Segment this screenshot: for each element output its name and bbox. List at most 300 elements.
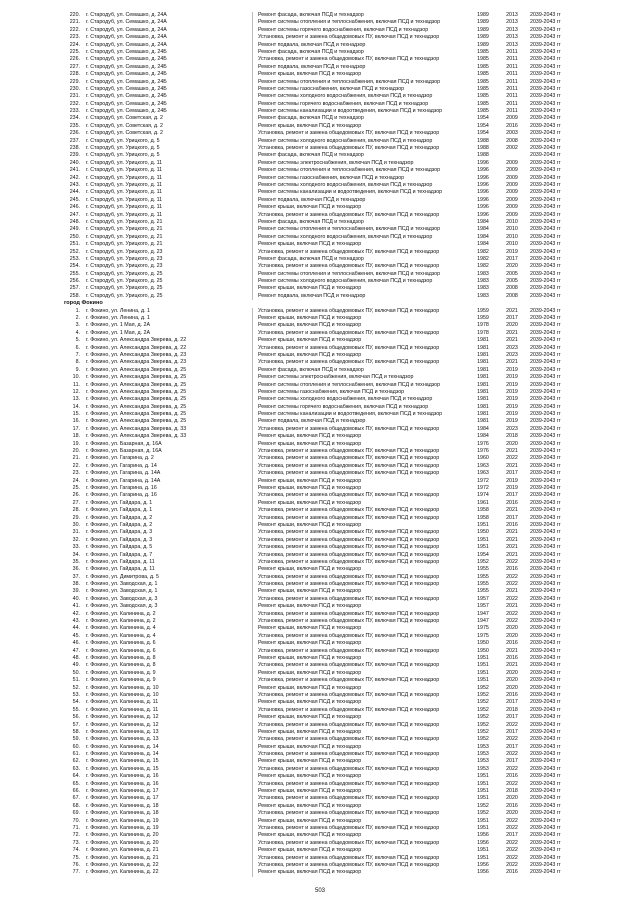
planned-period-cell: 2039-2043 гг bbox=[530, 610, 561, 617]
last-repair-year-cell: 2016 bbox=[506, 691, 518, 698]
address-cell: г. Фокино, ул. Гайдара, д. 11 bbox=[86, 566, 155, 573]
column-divider bbox=[252, 500, 253, 507]
build-year-cell: 1959 bbox=[477, 307, 489, 314]
work-type-cell: Ремонт крыши, включая ПСД и технадзор bbox=[258, 743, 362, 750]
row-number: 227. bbox=[69, 63, 80, 70]
last-repair-year-cell: 2008 bbox=[506, 292, 518, 299]
planned-period-cell: 2039-2043 гг bbox=[530, 521, 561, 528]
address-cell: г. Стародуб, ул. Урицкого, д. 21 bbox=[86, 226, 163, 233]
planned-period-cell: 2039-2043 гг bbox=[530, 736, 561, 743]
build-year-cell: 1952 bbox=[477, 691, 489, 698]
table-row bbox=[62, 285, 582, 292]
table-row bbox=[62, 618, 582, 625]
table-row bbox=[62, 492, 582, 499]
column-divider bbox=[252, 42, 253, 49]
work-type-cell: Ремонт системы холодного водоснабжения, включая ПСД и технадзор bbox=[258, 93, 433, 100]
table-row bbox=[62, 588, 582, 595]
work-type-cell: Ремонт крыши, включая ПСД и технадзор bbox=[258, 521, 362, 528]
planned-period-cell: 2039-2043 гг bbox=[530, 19, 561, 26]
build-year-cell: 1996 bbox=[477, 204, 489, 211]
last-repair-year-cell: 2011 bbox=[506, 100, 518, 107]
last-repair-year-cell: 2021 bbox=[506, 647, 518, 654]
address-cell: г. Стародуб, ул. Урицкого, д. 25 bbox=[86, 292, 163, 299]
last-repair-year-cell: 2018 bbox=[506, 706, 518, 713]
column-divider bbox=[252, 315, 253, 322]
planned-period-cell: 2039-2043 гг bbox=[530, 625, 561, 632]
row-number: 237. bbox=[69, 137, 80, 144]
planned-period-cell: 2039-2043 гг bbox=[530, 181, 561, 188]
address-cell: г. Стародуб, ул. Урицкого, д. 23 bbox=[86, 263, 163, 270]
table-row bbox=[62, 662, 582, 669]
table-row bbox=[62, 79, 582, 86]
work-type-cell: Ремонт крыши, включая ПСД и технадзор bbox=[258, 788, 362, 795]
row-number: 18. bbox=[72, 433, 80, 440]
column-divider bbox=[252, 455, 253, 462]
work-type-cell: Ремонт фасада, включая ПСД и технадзор bbox=[258, 366, 364, 373]
address-cell: г. Фокино, ул. Гагарина, д. 14 bbox=[86, 462, 157, 469]
build-year-cell: 1989 bbox=[477, 26, 489, 33]
table-row bbox=[62, 699, 582, 706]
planned-period-cell: 2039-2043 гг bbox=[530, 152, 561, 159]
last-repair-year-cell: 2021 bbox=[506, 448, 518, 455]
last-repair-year-cell: 2022 bbox=[506, 455, 518, 462]
address-cell: г. Фокино, ул. Калинина, д. 13 bbox=[86, 728, 159, 735]
table-row bbox=[62, 19, 582, 26]
planned-period-cell: 2039-2043 гг bbox=[530, 839, 561, 846]
planned-period-cell: 2039-2043 гг bbox=[530, 854, 561, 861]
address-cell: г. Стародуб, ул. Семашко, д. 24А bbox=[86, 12, 167, 18]
work-type-cell: Ремонт подвала, включая ПСД и технадзор bbox=[258, 196, 366, 203]
work-type-cell: Ремонт крыши, включая ПСД и технадзор bbox=[258, 204, 362, 211]
row-number: 241. bbox=[69, 167, 80, 174]
work-type-cell: Ремонт системы газоснабжения, включая ПСД и технадзор bbox=[258, 388, 405, 395]
row-number: 39. bbox=[72, 588, 80, 595]
last-repair-year-cell: 2019 bbox=[506, 418, 518, 425]
row-number: 25. bbox=[72, 485, 80, 491]
last-repair-year-cell: 2021 bbox=[506, 544, 518, 551]
build-year-cell: 1983 bbox=[477, 285, 489, 292]
address-cell: г. Стародуб, ул. Урицкого, д. 25 bbox=[86, 278, 163, 285]
table-row bbox=[62, 773, 582, 780]
build-year-cell: 1951 bbox=[477, 654, 489, 661]
row-number: 243. bbox=[69, 181, 80, 188]
row-number: 23. bbox=[72, 470, 80, 477]
address-cell: г. Стародуб, ул. Урицкого, д. 11 bbox=[86, 211, 163, 218]
planned-period-cell: 2039-2043 гг bbox=[530, 34, 561, 41]
planned-period-cell: 2039-2043 гг bbox=[530, 492, 561, 499]
row-number: 229. bbox=[69, 78, 80, 85]
last-repair-year-cell: 2021 bbox=[506, 307, 518, 314]
address-cell: г. Фокино, ул. Гайдара, д. 2 bbox=[86, 521, 153, 528]
planned-period-cell: 2039-2043 гг bbox=[530, 71, 561, 78]
column-divider bbox=[252, 492, 253, 499]
work-type-cell: Установка, ремонт и замена общедомовых ПУ, включая ПСД и технадзор bbox=[258, 551, 440, 558]
planned-period-cell: 2039-2043 гг bbox=[530, 100, 561, 107]
address-cell: г. Фокино, ул. Калинина, д. 9 bbox=[86, 669, 156, 676]
column-divider bbox=[252, 86, 253, 93]
table-row bbox=[62, 182, 582, 189]
last-repair-year-cell: 2023 bbox=[506, 344, 518, 351]
table-row bbox=[62, 685, 582, 692]
last-repair-year-cell: 2018 bbox=[506, 433, 518, 440]
address-cell: г. Стародуб, ул. Урицкого, д. 21 bbox=[86, 218, 163, 225]
last-repair-year-cell: 2022 bbox=[506, 581, 518, 588]
address-cell: г. Стародуб, ул. Урицкого, д. 21 bbox=[86, 241, 163, 248]
last-repair-year-cell: 2020 bbox=[506, 677, 518, 684]
section-title-text: город Фокино bbox=[64, 300, 103, 307]
build-year-cell: 1996 bbox=[477, 189, 489, 196]
planned-period-cell: 2039-2043 гг bbox=[530, 684, 561, 691]
row-number: 42. bbox=[72, 610, 80, 617]
last-repair-year-cell: 2016 bbox=[506, 654, 518, 661]
table-row bbox=[62, 138, 582, 145]
address-cell: г. Фокино, ул. Заводская, д. 3 bbox=[86, 595, 158, 602]
table-row bbox=[62, 655, 582, 662]
last-repair-year-cell: 2011 bbox=[506, 85, 518, 92]
build-year-cell: 1976 bbox=[477, 448, 489, 455]
build-year-cell: 1955 bbox=[477, 566, 489, 573]
work-type-cell: Ремонт крыши, включая ПСД и технадзор bbox=[258, 337, 362, 344]
planned-period-cell: 2039-2043 гг bbox=[530, 440, 561, 447]
work-type-cell: Ремонт системы холодного водоснабжения, включая ПСД и технадзор bbox=[258, 278, 433, 285]
row-number: 51. bbox=[72, 677, 80, 684]
last-repair-year-cell: 2021 bbox=[506, 329, 518, 336]
row-number: 72. bbox=[72, 832, 80, 839]
column-divider bbox=[252, 367, 253, 374]
row-number: 62. bbox=[72, 758, 80, 765]
row-number: 10. bbox=[72, 374, 80, 381]
column-divider bbox=[252, 714, 253, 721]
last-repair-year-cell: 2023 bbox=[506, 425, 518, 432]
table-row bbox=[62, 382, 582, 389]
work-type-cell: Установка, ремонт и замена общедомовых ПУ, включая ПСД и технадзор bbox=[258, 558, 440, 565]
table-row bbox=[62, 677, 582, 684]
work-type-cell: Установка, ремонт и замена общедомовых ПУ, включая ПСД и технадзор bbox=[258, 470, 440, 477]
table-row bbox=[62, 781, 582, 788]
address-cell: г. Фокино, ул. Базарная, д. 16А bbox=[86, 440, 162, 447]
column-divider bbox=[252, 773, 253, 780]
planned-period-cell: 2039-2043 гг bbox=[530, 374, 561, 381]
planned-period-cell: 2039-2043 гг bbox=[530, 145, 561, 152]
column-divider bbox=[252, 840, 253, 847]
planned-period-cell: 2039-2043 гг bbox=[530, 78, 561, 85]
column-divider bbox=[252, 130, 253, 137]
column-divider bbox=[252, 736, 253, 743]
last-repair-year-cell: 2019 bbox=[506, 485, 518, 491]
column-divider bbox=[252, 293, 253, 300]
planned-period-cell: 2039-2043 гг bbox=[530, 677, 561, 684]
row-number: 76. bbox=[72, 861, 80, 868]
address-cell: г. Фокино, ул. Калинина, д. 10 bbox=[86, 691, 159, 698]
table-row bbox=[62, 418, 582, 425]
row-number: 13. bbox=[72, 396, 80, 403]
table-row bbox=[62, 108, 582, 115]
build-year-cell: 1956 bbox=[477, 832, 489, 839]
column-divider bbox=[252, 722, 253, 729]
planned-period-cell: 2039-2043 гг bbox=[530, 706, 561, 713]
work-type-cell: Ремонт подвала, включая ПСД и технадзор bbox=[258, 418, 366, 425]
table-row bbox=[62, 293, 582, 300]
last-repair-year-cell: 2022 bbox=[506, 817, 518, 824]
build-year-cell: 1955 bbox=[477, 588, 489, 595]
build-year-cell: 1950 bbox=[477, 529, 489, 536]
work-type-cell: Установка, ремонт и замена общедомовых ПУ, включая ПСД и технадзор bbox=[258, 329, 440, 336]
work-type-cell: Ремонт фасада, включая ПСД и технадзор bbox=[258, 255, 364, 262]
table-row bbox=[62, 566, 582, 573]
column-divider bbox=[252, 825, 253, 832]
column-divider bbox=[252, 263, 253, 270]
address-cell: г. Стародуб, ул. Урицкого, д. 11 bbox=[86, 189, 163, 196]
row-number: 251. bbox=[69, 241, 80, 248]
column-divider bbox=[252, 285, 253, 292]
row-number: 73. bbox=[72, 839, 80, 846]
address-cell: г. Стародуб, ул. Урицкого, д. 23 bbox=[86, 248, 163, 255]
last-repair-year-cell: 2019 bbox=[506, 396, 518, 403]
table-row bbox=[62, 441, 582, 448]
planned-period-cell: 2039-2043 гг bbox=[530, 211, 561, 218]
table-row bbox=[62, 130, 582, 137]
build-year-cell: 1985 bbox=[477, 78, 489, 85]
work-type-cell: Ремонт подвала, включая ПСД и технадзор bbox=[258, 41, 366, 48]
column-divider bbox=[252, 382, 253, 389]
work-type-cell: Ремонт подвала, включая ПСД и технадзор bbox=[258, 63, 366, 70]
work-type-cell: Установка, ремонт и замена общедомовых ПУ, включая ПСД и технадзор bbox=[258, 492, 440, 499]
address-cell: г. Фокино, ул. Калинина, д. 15 bbox=[86, 765, 159, 772]
row-number: 244. bbox=[69, 189, 80, 196]
column-divider bbox=[252, 699, 253, 706]
address-cell: г. Фокино, ул. Калинина, д. 14 bbox=[86, 743, 159, 750]
row-number: 53. bbox=[72, 691, 80, 698]
planned-period-cell: 2039-2043 гг bbox=[530, 691, 561, 698]
address-cell: г. Стародуб, ул. Урицкого, д. 25 bbox=[86, 270, 163, 277]
build-year-cell: 1952 bbox=[477, 721, 489, 728]
work-type-cell: Ремонт крыши, включая ПСД и технадзор bbox=[258, 625, 362, 632]
row-number: 240. bbox=[69, 159, 80, 166]
last-repair-year-cell: 2016 bbox=[506, 640, 518, 647]
column-divider bbox=[252, 115, 253, 122]
last-repair-year-cell: 2022 bbox=[506, 595, 518, 602]
build-year-cell: 1989 bbox=[477, 19, 489, 26]
last-repair-year-cell: 2019 bbox=[506, 411, 518, 418]
last-repair-year-cell: 2017 bbox=[506, 315, 518, 322]
column-divider bbox=[252, 478, 253, 485]
row-number: 225. bbox=[69, 48, 80, 55]
address-cell: г. Фокино, ул. Калинина, д. 18 bbox=[86, 810, 159, 817]
work-type-cell: Ремонт системы холодного водоснабжения, включая ПСД и технадзор bbox=[258, 181, 433, 188]
address-cell: г. Фокино, ул. Александра Зверева, д. 25 bbox=[86, 418, 187, 425]
build-year-cell: 1954 bbox=[477, 115, 489, 122]
build-year-cell: 1951 bbox=[477, 521, 489, 528]
address-cell: г. Фокино, ул. Гагарина, д. 14А bbox=[86, 477, 161, 484]
column-divider bbox=[252, 803, 253, 810]
address-cell: г. Стародуб, ул. Урицкого, д. 21 bbox=[86, 233, 163, 240]
table-row bbox=[62, 93, 582, 100]
build-year-cell: 1972 bbox=[477, 477, 489, 484]
build-year-cell: 1978 bbox=[477, 322, 489, 329]
address-cell: г. Фокино, ул. Гагарина, д. 14А bbox=[86, 470, 161, 477]
row-number: 257. bbox=[69, 285, 80, 292]
table-row bbox=[62, 707, 582, 714]
last-repair-year-cell: 2023 bbox=[506, 351, 518, 358]
build-year-cell: 1983 bbox=[477, 278, 489, 285]
row-number: 49. bbox=[72, 662, 80, 669]
column-divider bbox=[252, 374, 253, 381]
row-number: 17. bbox=[72, 425, 80, 432]
build-year-cell: 1952 bbox=[477, 699, 489, 706]
planned-period-cell: 2039-2043 гг bbox=[530, 315, 561, 322]
build-year-cell: 1981 bbox=[477, 374, 489, 381]
build-year-cell: 1988 bbox=[477, 152, 489, 159]
work-type-cell: Ремонт системы холодного водоснабжения, включая ПСД и технадзор bbox=[258, 137, 433, 144]
build-year-cell: 1981 bbox=[477, 418, 489, 425]
planned-period-cell: 2039-2043 гг bbox=[530, 514, 561, 521]
build-year-cell: 1950 bbox=[477, 647, 489, 654]
table-row bbox=[62, 463, 582, 470]
planned-period-cell: 2039-2043 гг bbox=[530, 810, 561, 817]
planned-period-cell: 2039-2043 гг bbox=[530, 233, 561, 240]
row-number: 30. bbox=[72, 521, 80, 528]
last-repair-year-cell: 2011 bbox=[506, 48, 518, 55]
build-year-cell: 1981 bbox=[477, 359, 489, 366]
last-repair-year-cell: 2020 bbox=[506, 669, 518, 676]
last-repair-year-cell: 2009 bbox=[506, 189, 518, 196]
build-year-cell: 1956 bbox=[477, 869, 489, 876]
work-type-cell: Ремонт подвала, включая ПСД и технадзор bbox=[258, 292, 366, 299]
planned-period-cell: 2039-2043 гг bbox=[530, 285, 561, 292]
last-repair-year-cell: 2011 bbox=[506, 56, 518, 63]
row-number: 242. bbox=[69, 174, 80, 181]
row-number: 16. bbox=[72, 418, 80, 425]
table-row bbox=[62, 766, 582, 773]
last-repair-year-cell: 2011 bbox=[506, 63, 518, 70]
column-divider bbox=[252, 241, 253, 248]
planned-period-cell: 2039-2043 гг bbox=[530, 832, 561, 839]
column-divider bbox=[252, 522, 253, 529]
row-number: 50. bbox=[72, 669, 80, 676]
address-cell: г. Фокино, ул. Калинина, д. 21 bbox=[86, 847, 159, 854]
planned-period-cell: 2039-2043 гг bbox=[530, 595, 561, 602]
table-row bbox=[62, 611, 582, 618]
column-divider bbox=[252, 781, 253, 788]
last-repair-year-cell: 2009 bbox=[506, 204, 518, 211]
row-number: 8. bbox=[75, 359, 80, 366]
table-row bbox=[62, 308, 582, 315]
row-number: 22. bbox=[72, 462, 80, 469]
work-type-cell: Установка, ремонт и замена общедомовых ПУ, включая ПСД и технадзор bbox=[258, 425, 440, 432]
work-type-cell: Ремонт крыши, включая ПСД и технадзор bbox=[258, 71, 362, 78]
build-year-cell: 1959 bbox=[477, 315, 489, 322]
last-repair-year-cell: 2018 bbox=[506, 788, 518, 795]
work-type-cell: Ремонт крыши, включая ПСД и технадзор bbox=[258, 654, 362, 661]
work-type-cell: Ремонт системы канализации и водоотведения, включая ПСД и технадзор bbox=[258, 411, 443, 418]
row-number: 36. bbox=[72, 566, 80, 573]
table-row bbox=[62, 152, 582, 159]
row-number: 7. bbox=[75, 351, 80, 358]
column-divider bbox=[252, 832, 253, 839]
planned-period-cell: 2039-2043 гг bbox=[530, 292, 561, 299]
table-row bbox=[62, 234, 582, 241]
row-number: 58. bbox=[72, 728, 80, 735]
build-year-cell: 1952 bbox=[477, 810, 489, 817]
work-type-cell: Ремонт крыши, включая ПСД и технадзор bbox=[258, 241, 362, 248]
table-row bbox=[62, 810, 582, 817]
address-cell: г. Стародуб, ул. Семашко, д. 24Б bbox=[86, 93, 167, 100]
row-number: 226. bbox=[69, 56, 80, 63]
planned-period-cell: 2039-2043 гг bbox=[530, 470, 561, 477]
planned-period-cell: 2039-2043 гг bbox=[530, 196, 561, 203]
table-row bbox=[62, 485, 582, 492]
build-year-cell: 1982 bbox=[477, 248, 489, 255]
build-year-cell: 1947 bbox=[477, 618, 489, 625]
work-type-cell: Установка, ремонт и замена общедомовых ПУ, включая ПСД и технадзор bbox=[258, 595, 440, 602]
planned-period-cell: 2039-2043 гг bbox=[530, 433, 561, 440]
row-number: 70. bbox=[72, 817, 80, 824]
column-divider bbox=[252, 123, 253, 130]
planned-period-cell: 2039-2043 гг bbox=[530, 307, 561, 314]
row-number: 15. bbox=[72, 411, 80, 418]
last-repair-year-cell: 2011 bbox=[506, 78, 518, 85]
last-repair-year-cell: 2021 bbox=[506, 603, 518, 610]
address-cell: г. Фокино, ул. Александра Зверева, д. 25 bbox=[86, 381, 187, 388]
column-divider bbox=[252, 145, 253, 152]
work-type-cell: Ремонт крыши, включая ПСД и технадзор bbox=[258, 315, 362, 322]
column-divider bbox=[252, 603, 253, 610]
planned-period-cell: 2039-2043 гг bbox=[530, 869, 561, 876]
table-row bbox=[62, 226, 582, 233]
column-divider bbox=[252, 27, 253, 34]
row-number: 57. bbox=[72, 721, 80, 728]
build-year-cell: 1981 bbox=[477, 396, 489, 403]
work-type-cell: Ремонт системы холодного водоснабжения, включая ПСД и технадзор bbox=[258, 396, 433, 403]
row-number: 65. bbox=[72, 780, 80, 787]
row-number: 12. bbox=[72, 388, 80, 395]
last-repair-year-cell: 2017 bbox=[506, 699, 518, 706]
last-repair-year-cell: 2021 bbox=[506, 551, 518, 558]
last-repair-year-cell: 2022 bbox=[506, 824, 518, 831]
table-row bbox=[62, 115, 582, 122]
section-title bbox=[62, 300, 582, 307]
work-type-cell: Ремонт системы канализации и водоотведения, включая ПСД и технадзор bbox=[258, 108, 443, 115]
row-number: 55. bbox=[72, 706, 80, 713]
last-repair-year-cell: 2020 bbox=[506, 632, 518, 639]
column-divider bbox=[252, 758, 253, 765]
build-year-cell: 1985 bbox=[477, 93, 489, 100]
schedule-table bbox=[62, 12, 582, 877]
table-row bbox=[62, 729, 582, 736]
row-number: 74. bbox=[72, 847, 80, 854]
table-row bbox=[62, 840, 582, 847]
work-type-cell: Ремонт фасада, включая ПСД и технадзор bbox=[258, 218, 364, 225]
table-row bbox=[62, 470, 582, 477]
work-type-cell: Ремонт системы отопления и теплоснабжения, включая ПСД и технадзор bbox=[258, 19, 441, 26]
work-type-cell: Установка, ремонт и замена общедомовых ПУ, включая ПСД и технадзор bbox=[258, 462, 440, 469]
address-cell: г. Стародуб, ул. Семашко, д. 24Б bbox=[86, 48, 167, 55]
build-year-cell: 1996 bbox=[477, 159, 489, 166]
address-cell: г. Фокино, ул. 1 Мая, д. 2А bbox=[86, 329, 151, 336]
planned-period-cell: 2039-2043 гг bbox=[530, 847, 561, 854]
planned-period-cell: 2039-2043 гг bbox=[530, 351, 561, 358]
table-row bbox=[62, 337, 582, 344]
table-row bbox=[62, 758, 582, 765]
last-repair-year-cell: 2021 bbox=[506, 536, 518, 543]
work-type-cell: Ремонт крыши, включая ПСД и технадзор bbox=[258, 869, 362, 876]
work-type-cell: Ремонт фасада, включая ПСД и технадзор bbox=[258, 152, 364, 159]
address-cell: г. Фокино, ул. Калинина, д. 16 bbox=[86, 780, 159, 787]
build-year-cell: 1996 bbox=[477, 167, 489, 174]
last-repair-year-cell: 2013 bbox=[506, 34, 518, 41]
table-row bbox=[62, 515, 582, 522]
row-number: 75. bbox=[72, 854, 80, 861]
